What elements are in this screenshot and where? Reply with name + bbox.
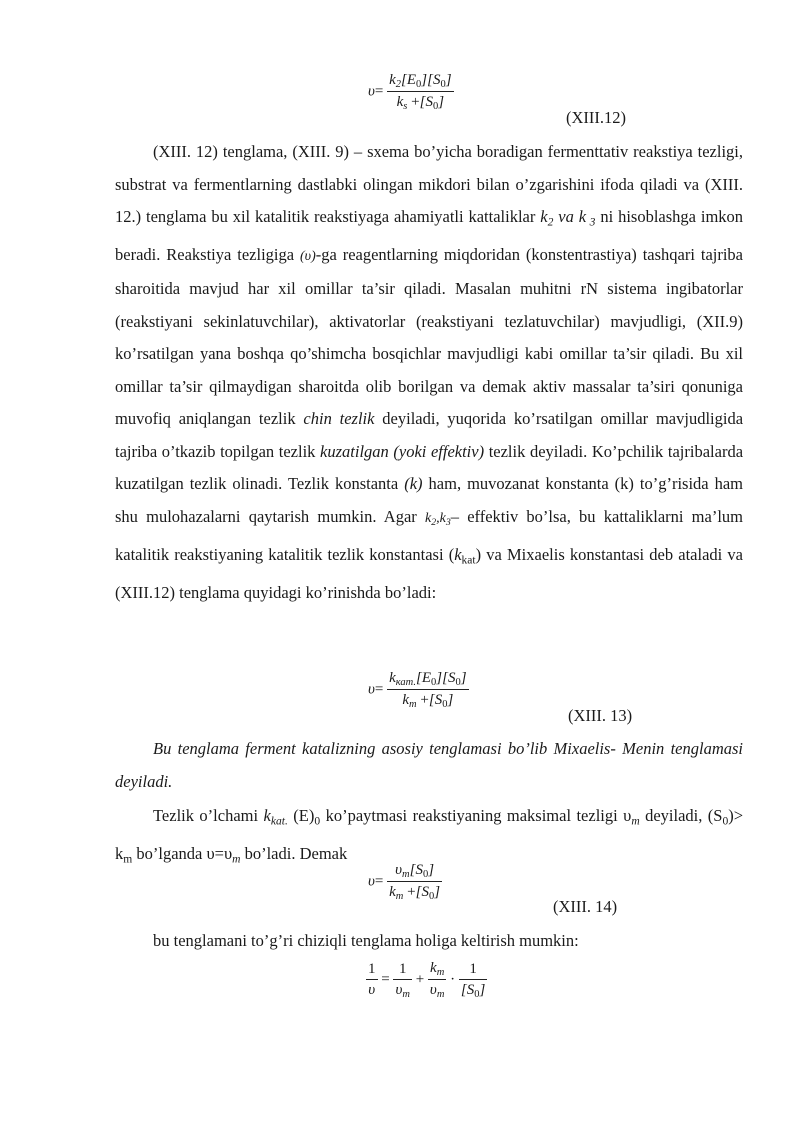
paragraph-velocity: Tezlik o’lchami $k_{kat.}$ $(E)_0$ ko’paytmasi reakstiyaning maksimal tezligi $\upsilon_m$ deyiladi, $(S_0)> k_m$ bo’lganda $\upsilon=\upsilon_m$ bo’ladi. Demak [115, 806, 744, 866]
equation-xiii-12: υ= $\frac{k_2[E_0][S_0]}{k_s +[S_0]}$ [368, 72, 452, 113]
paragraph-linear: bu tenglamani to’g’ri chiziqli tenglama holiga keltirish mumkin: [153, 931, 579, 950]
equation-label-xiii-13: (XIII. 13) [568, 706, 633, 725]
paragraph-main: (XIII. 12) tenglama, (XIII. 9) – sxema bo’yicha boradigan fermenttativ reakstiya tezligi, substrat va fermentlarning dastlabki olingan mikdori bilan o’zgarishini ifoda qiladi va (XIII. 12.) tenglama bu xil katalitik reakstiyaga ahamiyatli kattaliklar $k_2$ va k $_3$ ni hisoblashga imkon beradi. Reakstiya tezligiga (υ)-ga reagentlarning miqdoridan (konstentrastiya) tashqari tajriba sharoitida mavjud har xil omillar ta’sir qiladi. Masalan muhitni rN sistema ingibatorlar (reakstiyani sekinlatuvchilar), aktivatorlar (reakstiyani tezlatuvchilar) mavjudligi, (XII.9) ko’rsatilgan yana boshqa qo’shimcha bosqichlar mavjudligi kabi omillar ta’sir qiladi. Bu xil omillar ta’sir qilmaydigan sharoitda olib borilgan va demak aktiv massalar ta’siri qonuniga muvofiq aniqlangan tezlik chin tezlik deyiladi, yuqorida ko’rsatilgan omillar mavjudligida tajriba o’tkazib topilgan tezlik kuzatilgan (yoki effektiv) tezlik deyiladi. Ko’pchilik tajribalarda kuzatilgan tezlik olinadi. Tezlik konstanta (k) ham, muvozanat konstanta (k) to’g’risida ham shu mulohazalarni qaytarish mumkin. Agar $k_2,k_3-$ effektiv bo’lsa, bu kattaliklarni ma’lum katalitik reakstiyaning katalitik tezlik konstantasi $(k_{kat})$ va Mixaelis konstantasi deb ataladi va (XIII.12) tenglama quyidagi ko’rinishda bo’ladi: [115, 142, 744, 603]
paragraph-michaelis: Bu tenglama ferment katalizning asosiy tenglamasi bo’lib Mixaelis- Menin tenglamasi deyiladi. [115, 739, 743, 791]
equation-xiii-13: υ= $\frac{k_{кат.}[E_0][S_0]}{k_m +[S_0]}$ [368, 670, 467, 711]
equation-label-xiii-12: (XIII.12) [566, 108, 627, 127]
equation-linear-form: $\frac{1}{\upsilon}$ = $\frac{1}{\upsilon_m}$ + $\frac{k_m}{\upsilon_m}$ · $\frac{1}{[S_0]}$ [368, 960, 486, 1001]
equation-xiii-14: υ= $\frac{\upsilon_m[S_0]}{k_m +[S_0]}$ [368, 862, 441, 903]
equation-label-xiii-14: (XIII. 14) [553, 897, 618, 916]
